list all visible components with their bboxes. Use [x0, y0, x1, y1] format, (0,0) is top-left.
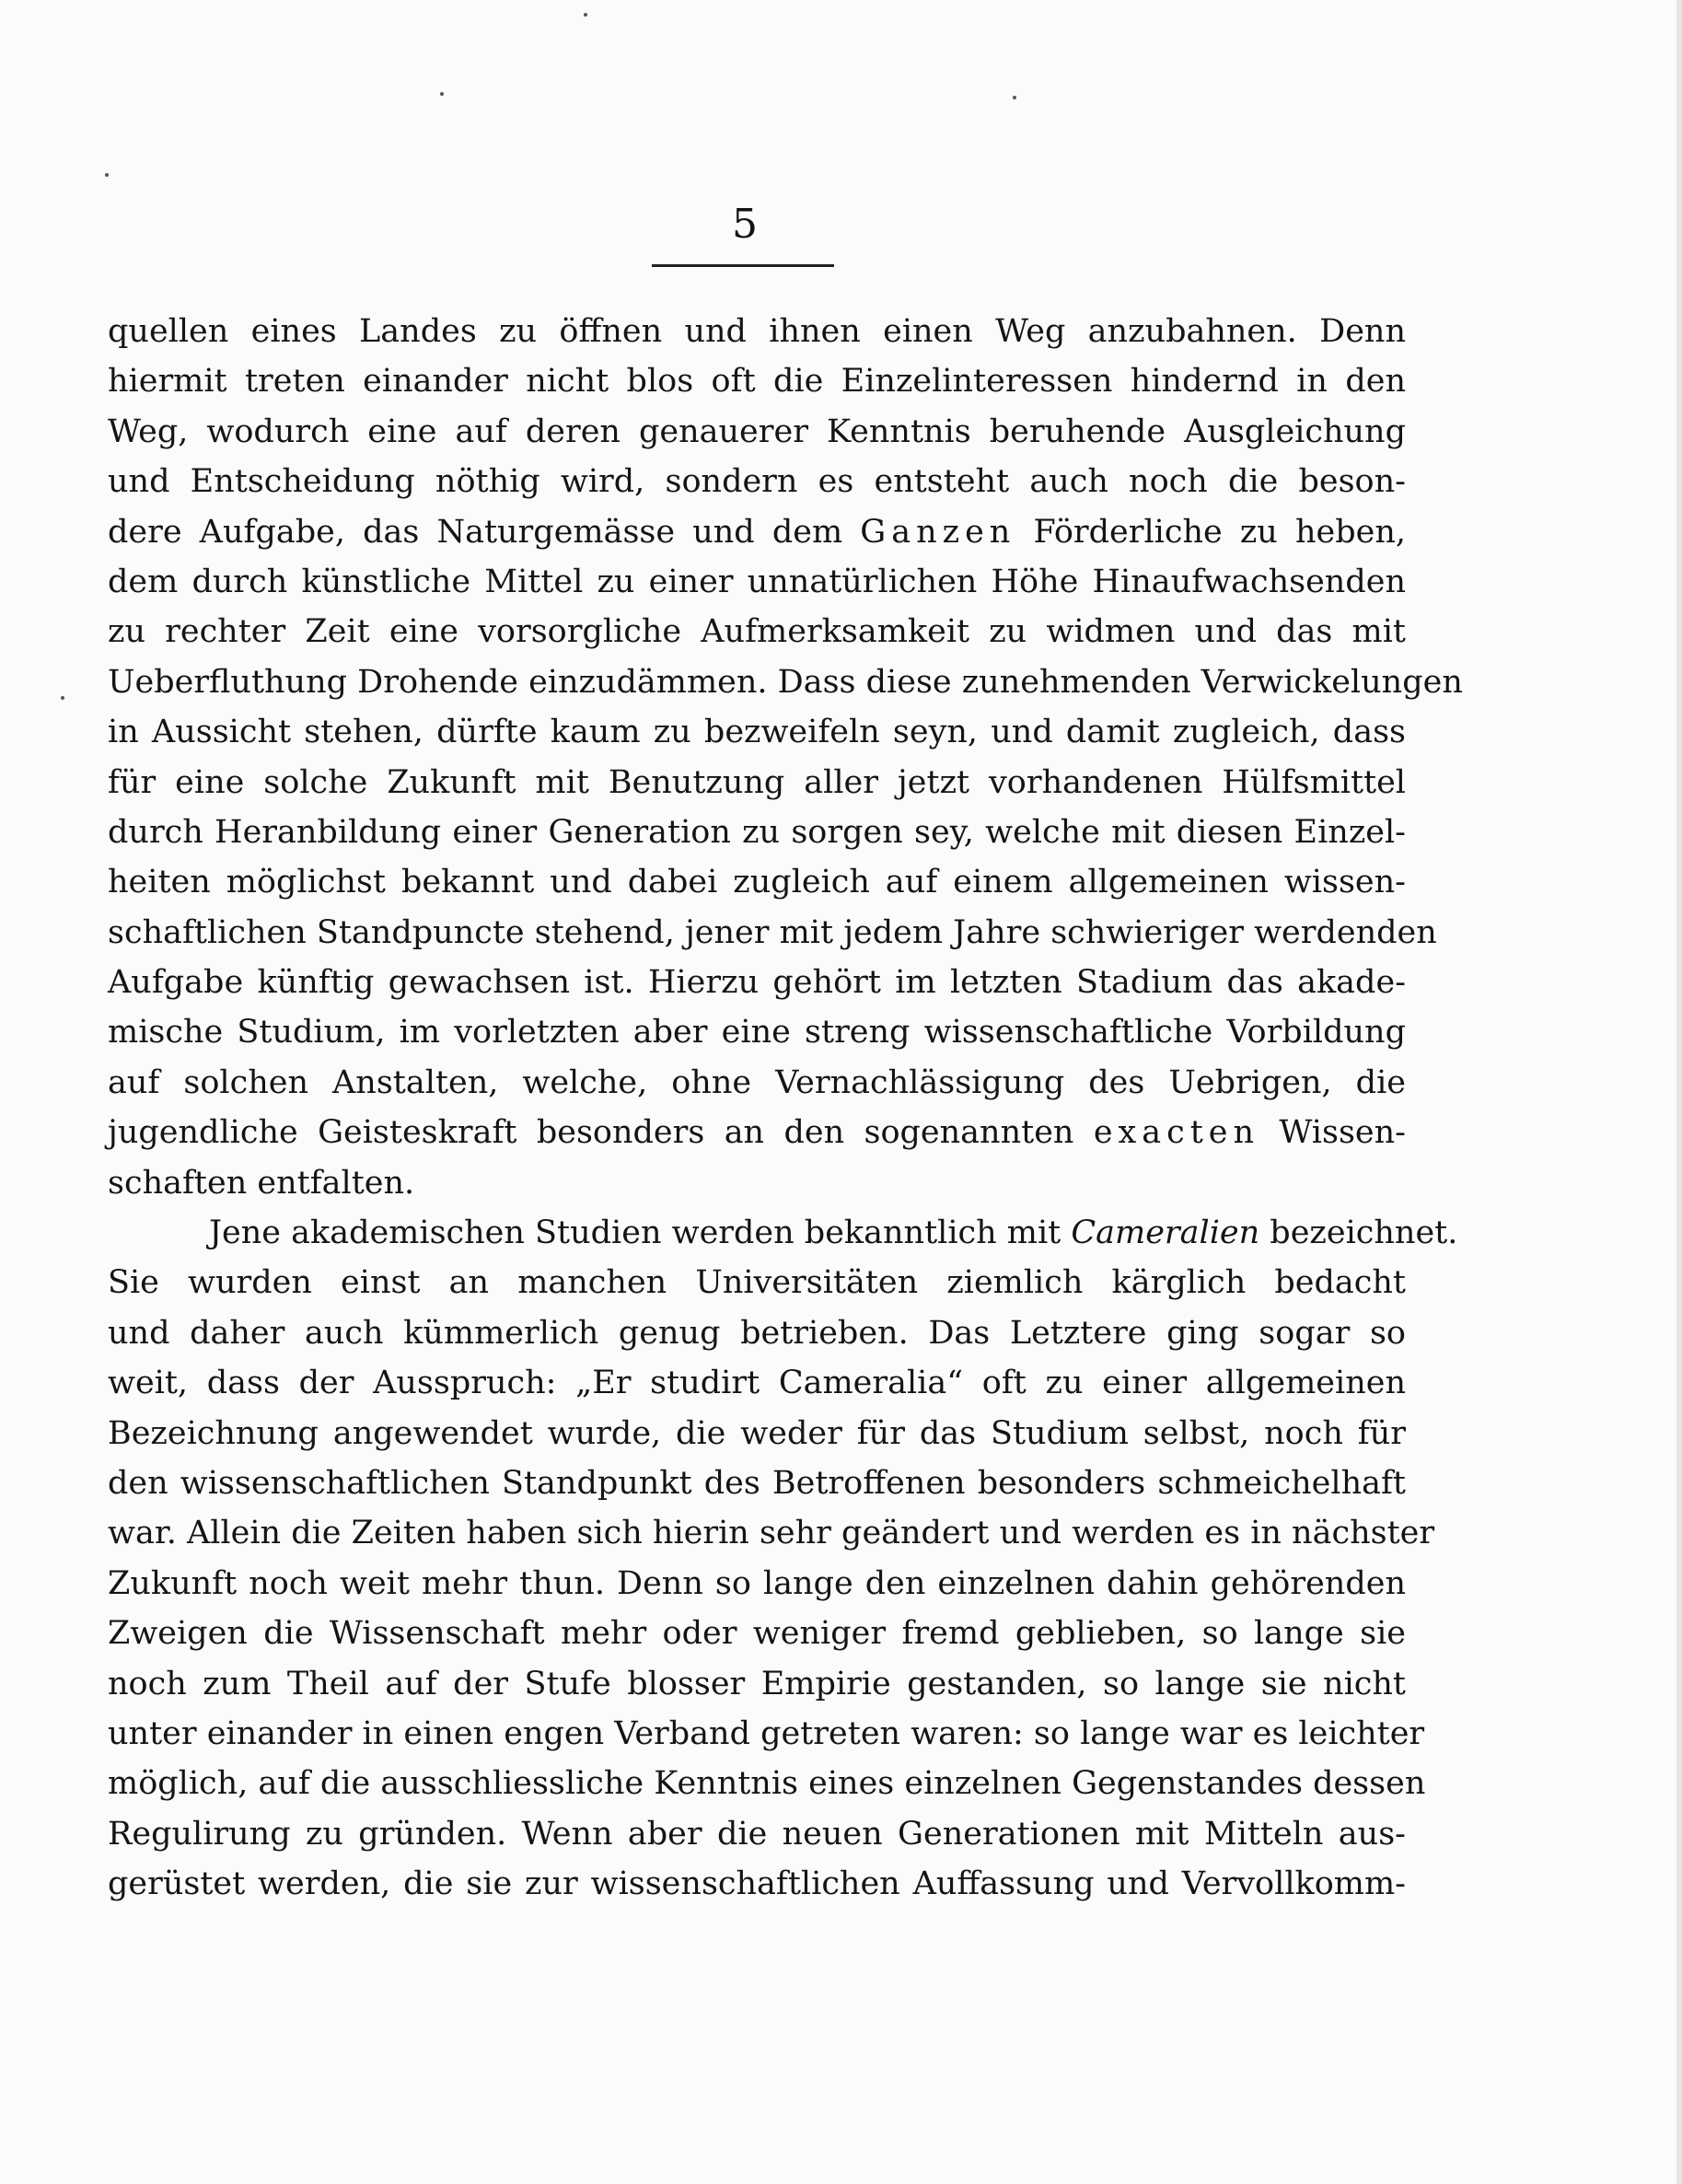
header-rule	[652, 264, 834, 267]
text-line: noch zum Theil auf der Stufe blosser Empirie gestanden, so lange sie nicht	[108, 1665, 1406, 1702]
text-line: Regulirung zu gründen. Wenn aber die neuen Generationen mit Mitteln aus-	[108, 1815, 1406, 1853]
print-speck	[105, 173, 109, 177]
text-line: Aufgabe künftig gewachsen ist. Hierzu gehört im letzten Stadium das akade-	[108, 964, 1406, 1002]
print-speck	[440, 92, 444, 96]
text-line: schaften entfalten.	[108, 1164, 415, 1202]
text-line: hiermit treten einander nicht blos oft die Einzelinteressen hindernd in den	[108, 363, 1406, 401]
paragraph	[108, 307, 1463, 1208]
text-line: heiten möglichst bekannt und dabei zugleich auf einem allgemeinen wissen-	[108, 864, 1406, 901]
body-text	[108, 307, 1463, 1910]
text-line: Bezeichnung angewendet wurde, die weder für das Studium selbst, noch für	[108, 1414, 1406, 1452]
text-line: auf solchen Anstalten, welche, ohne Vernachlässigung des Uebrigen, die	[108, 1063, 1406, 1101]
text-line: Jene akademischen Studien werden bekanntlich mit Cameralien bezeichnet.	[209, 1214, 1458, 1252]
text-line: quellen eines Landes zu öffnen und ihnen einen Weg anzubahnen. Denn	[108, 313, 1406, 350]
text-line: Zweigen die Wissenschaft mehr oder weniger fremd geblieben, so lange sie	[108, 1615, 1406, 1653]
text-line: unter einander in einen engen Verband getreten waren: so lange war es leichter	[108, 1714, 1425, 1752]
text-line: in Aussicht stehen, dürfte kaum zu bezweifeln seyn, und damit zugleich, dass	[108, 714, 1406, 751]
text-line: und daher auch kümmerlich genug betrieben. Das Letztere ging sogar so	[108, 1314, 1406, 1352]
text-line: mische Studium, im vorletzten aber eine streng wissenschaftliche Vorbildung	[108, 1014, 1406, 1051]
text-line: für eine solche Zukunft mit Benutzung aller jetzt vorhandenen Hülfsmittel	[108, 763, 1406, 801]
text-line: gerüstet werden, die sie zur wissenschaftlichen Auffassung und Vervollkomm-	[108, 1865, 1406, 1903]
text-line: dem durch künstliche Mittel zu einer unnatürlichen Höhe Hinaufwachsenden	[108, 563, 1406, 600]
text-line: zu rechter Zeit eine vorsorgliche Aufmerksamkeit zu widmen und das mit	[108, 613, 1406, 651]
text-line: Zukunft noch weit mehr thun. Denn so lange den einzelnen dahin gehörenden	[108, 1564, 1406, 1602]
text-line: Ueberfluthung Drohende einzudämmen. Dass diese zunehmenden Verwickelungen	[108, 663, 1463, 701]
text-line: weit, dass der Ausspruch: „Er studirt Cameralia“ oft zu einer allgemeinen	[108, 1365, 1406, 1402]
text-line: jugendliche Geisteskraft besonders an den sogenannten exacten Wissen-	[108, 1114, 1406, 1152]
text-line: möglich, auf die ausschliessliche Kenntnis eines einzelnen Gegenstandes dessen	[108, 1765, 1426, 1803]
text-line: Weg, wodurch eine auf deren genauerer Kenntnis beruhende Ausgleichung	[108, 412, 1406, 450]
text-line: und Entscheidung nöthig wird, sondern es entsteht auch noch die beson-	[108, 463, 1406, 501]
print-speck	[1013, 96, 1016, 99]
text-line: den wissenschaftlichen Standpunkt des Betroffenen besonders schmeichelhaft	[108, 1464, 1406, 1502]
print-speck	[584, 13, 587, 17]
text-line: war. Allein die Zeiten haben sich hierin sehr geändert und werden es in nächster	[108, 1515, 1435, 1552]
paragraph	[108, 1208, 1458, 1909]
emphasized-word: Ganzen	[860, 513, 1016, 551]
print-speck	[61, 696, 64, 700]
text-line: dere Aufgabe, das Naturgemässe und dem Ganzen Förderliche zu heben,	[108, 513, 1406, 551]
text-line: durch Heranbildung einer Generation zu sorgen sey, welche mit diesen Einzel-	[108, 813, 1406, 851]
text-line: Sie wurden einst an manchen Universitäten ziemlich kärglich bedacht	[108, 1264, 1406, 1302]
emphasized-word: exacten	[1093, 1114, 1260, 1152]
italic-term: Cameralien	[1071, 1214, 1260, 1252]
page-number: 5	[732, 201, 758, 248]
text-line: schaftlichen Standpuncte stehend, jener mit jedem Jahre schwieriger werdenden	[108, 913, 1437, 951]
